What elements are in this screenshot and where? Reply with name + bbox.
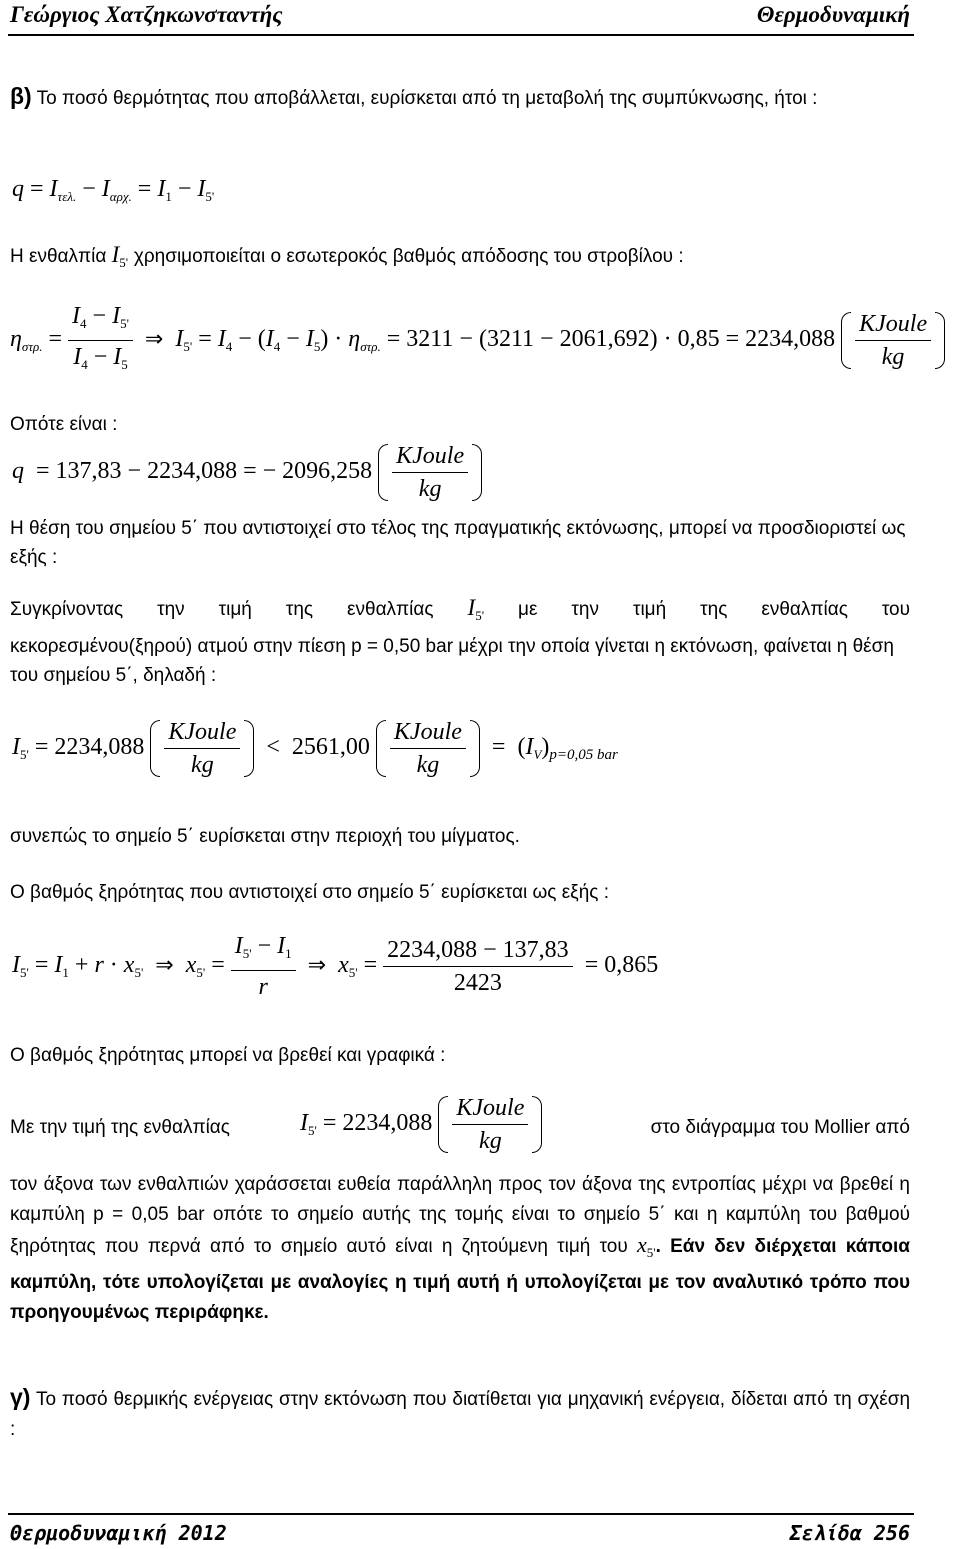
- equation-efficiency: $\eta_{\sigma\tau\rho.}$ = $\frac{I_4 - I_{5'}}{I_4 - I_5}$ ⇒ $I_{5'} = I_4 - (I_4 - I_5) \cdot \eta_{\sigma\tau\rho.} = 3211 - (3211 - 2061,692) \cdot 0,85 = 2234,088$ $\frac{\text{KJoule}}{kg}$: [10, 302, 945, 379]
- page-header: [10, 2, 910, 32]
- paragraph-compare-rest: κεκορεσμένου(ξηρού) ατμού στην πίεση p = 0,50 bar μέχρι την οποία γίνεται η εκτόνωση, φαίνεται η θέση του σημείου 5΄, δηλαδή :: [10, 636, 894, 686]
- equation-q-result: q = 137,83 − 2234,088 = − 2096,258 $\frac{\text{KJoule}}{kg}$: [12, 442, 482, 503]
- equation-comparison: $I_{5'} = 2234,088$ $\frac{\text{KJoule}}{kg}$ < 2561,00 $\frac{\text{KJoule}}{kg}$ = $(I_V)_{p=0,05 bar}$: [12, 719, 618, 778]
- paragraph-mollier-rest: τον άξονα των ενθαλπιών χαράσσεται ευθεία παράλληλη προς τον άξονα της εντροπίας μέχρι να βρεθεί η καμπύλη p = 0,05 bar οπότε το σημείο αυτής της τομής είναι το σημείο 5΄ και η καμπύλη του βαθμού ξηρότητας που περνά από το σημείο αυτό είναι η ζητούμενη τιμή του $x_{5'}$. Εάν δεν διέρχεται κάποια καμπύλη, τότε υπολογίζεται με αναλογίες η τιμή αυτή ή υπολογίζεται με τον αναλυτικό τρόπο που προηγουμένως περιράφηκε.: [10, 1174, 910, 1323]
- paragraph-dryness: Ο βαθμός ξηρότητας που αντιστοιχεί στο σημείο 5΄ ευρίσκεται ως εξής :: [10, 882, 609, 903]
- footer-left: Θερμοδυναμική 2012: [10, 1521, 227, 1545]
- paragraph-compare-line1: Συγκρίνοντας την τιμή της ενθαλπίας $I_{5'}$ με την τιμή της ενθαλπίας του: [10, 595, 911, 623]
- page-footer: [10, 1521, 910, 1549]
- paragraph-mixture: συνεπώς το σημείο 5΄ ευρίσκεται στην περιοχή του μίγματος.: [10, 826, 520, 847]
- paragraph-b-intro: β) Το ποσό θερμότητας που αποβάλλεται, ευρίσκεται από τη μεταβολή της συμπύκνωσης, ήτοι :: [10, 83, 818, 109]
- header-subject: Θερμοδυναμική: [756, 2, 910, 27]
- paragraph-position: Η θέση του σημείου 5΄ που αντιστοιχεί στο τέλος της πραγματικής εκτόνωσης, μπορεί να προσδιοριστεί ως εξής :: [10, 518, 906, 568]
- equation-q: $q = I_{\tau\varepsilon\lambda.} - I_{\alpha\rho\chi.} = I_1 - I_{5'}$: [12, 176, 215, 204]
- header-rule: [8, 34, 914, 36]
- paragraph-mollier-line1: Με την τιμή της ενθαλπίας $I_{5'} = 2234,088$ $\frac{\text{KJoule}}{kg}$ στο διάγραμμα του Mollier από: [10, 1095, 910, 1154]
- paragraph-enthalpy: Η ενθαλπία $I_{5'}$ χρησιμοποιείται ο εσωτεροκός βαθμός απόδοσης του στροβίλου :: [10, 242, 684, 270]
- footer-page-number: Σελίδα 256: [789, 1521, 910, 1545]
- paragraph-opote: Οπότε είναι :: [10, 414, 118, 435]
- footer-rule: [8, 1513, 914, 1515]
- equation-dryness: $I_{5'} = I_1 + r \cdot x_{5'}$ ⇒ $x_{5'}$ = $\frac{I_{5'} - I_1}{r}$ ⇒ $x_{5'}$ = $\frac{2234,088 - 137,83}{2423}$ = 0,865: [12, 933, 659, 1000]
- header-author: Γεώργιος Χατζηκωνσταντής: [10, 2, 283, 27]
- section-g-label: γ): [10, 1384, 31, 1410]
- section-b-label: β): [10, 83, 32, 109]
- paragraph-graph: Ο βαθμός ξηρότητας μπορεί να βρεθεί και γραφικά :: [10, 1045, 446, 1066]
- paragraph-g-intro: γ) Το ποσό θερμικής ενέργειας στην εκτόνωση που διατίθεται για μηχανική ενέργεια, δίδεται από τη σχέση :: [10, 1384, 911, 1440]
